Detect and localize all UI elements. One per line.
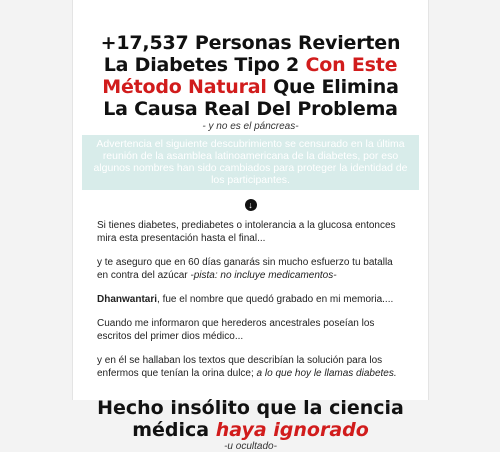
body-copy — [97, 219, 402, 380]
headline-part1: +17,537 Personas Revierten La Diabetes Tipo 2 — [100, 32, 401, 76]
paragraph-2 — [97, 256, 402, 282]
paragraph-5 — [97, 354, 402, 380]
headline — [87, 32, 414, 120]
section-heading-highlight: haya ignorado — [215, 419, 369, 441]
paragraph-1: Si tienes diabetes, prediabetes o intolerancia a la glucosa entonces mira esta presentación hasta el final... — [97, 220, 396, 244]
paragraph-3 — [97, 293, 402, 306]
paragraph-3-name: Dhanwantari — [97, 294, 158, 305]
sales-page — [72, 0, 429, 452]
section-heading-part1: Hecho insólito que la ciencia médica — [97, 397, 404, 441]
headline-highlight: Con Este Método Natural — [102, 54, 398, 98]
paragraph-5-text: y en él se hallaban los textos que describían la solución para los enfermos que tenían la orina dulce; — [97, 355, 383, 379]
section-heading — [73, 397, 428, 441]
paragraph-3-text: , fue el nombre que quedó grabado en mi memoria.... — [157, 294, 394, 305]
notice-banner: Advertencia el siguiente descubrimiento se censurado en la última reunión de la asamblea latinoamericana de la diabetes, por eso algunos nombres han sido cambiados para proteger la identidad de los participantes. — [82, 135, 419, 190]
paragraph-2-text: y te aseguro que en 60 días ganarás sin mucho esfuerzo tu batalla en contra del azúcar — [97, 257, 393, 281]
arrow-down-circle-icon[interactable]: ↓ — [245, 199, 257, 211]
paragraph-4: Cuando me informaron que herederos ancestrales poseían los escritos del primer dios médico... — [97, 318, 375, 342]
paragraph-5-italic: a lo que hoy le llamas diabetes. — [256, 368, 397, 379]
headline-part2: Que Elimina La Causa Real Del Problema — [103, 76, 399, 120]
paragraph-2-hint: -pista: no incluye medicamentos- — [190, 270, 337, 281]
headline-subtitle: - y no es el páncreas- — [202, 121, 299, 132]
section-subtitle: -u ocultado- — [224, 441, 277, 452]
